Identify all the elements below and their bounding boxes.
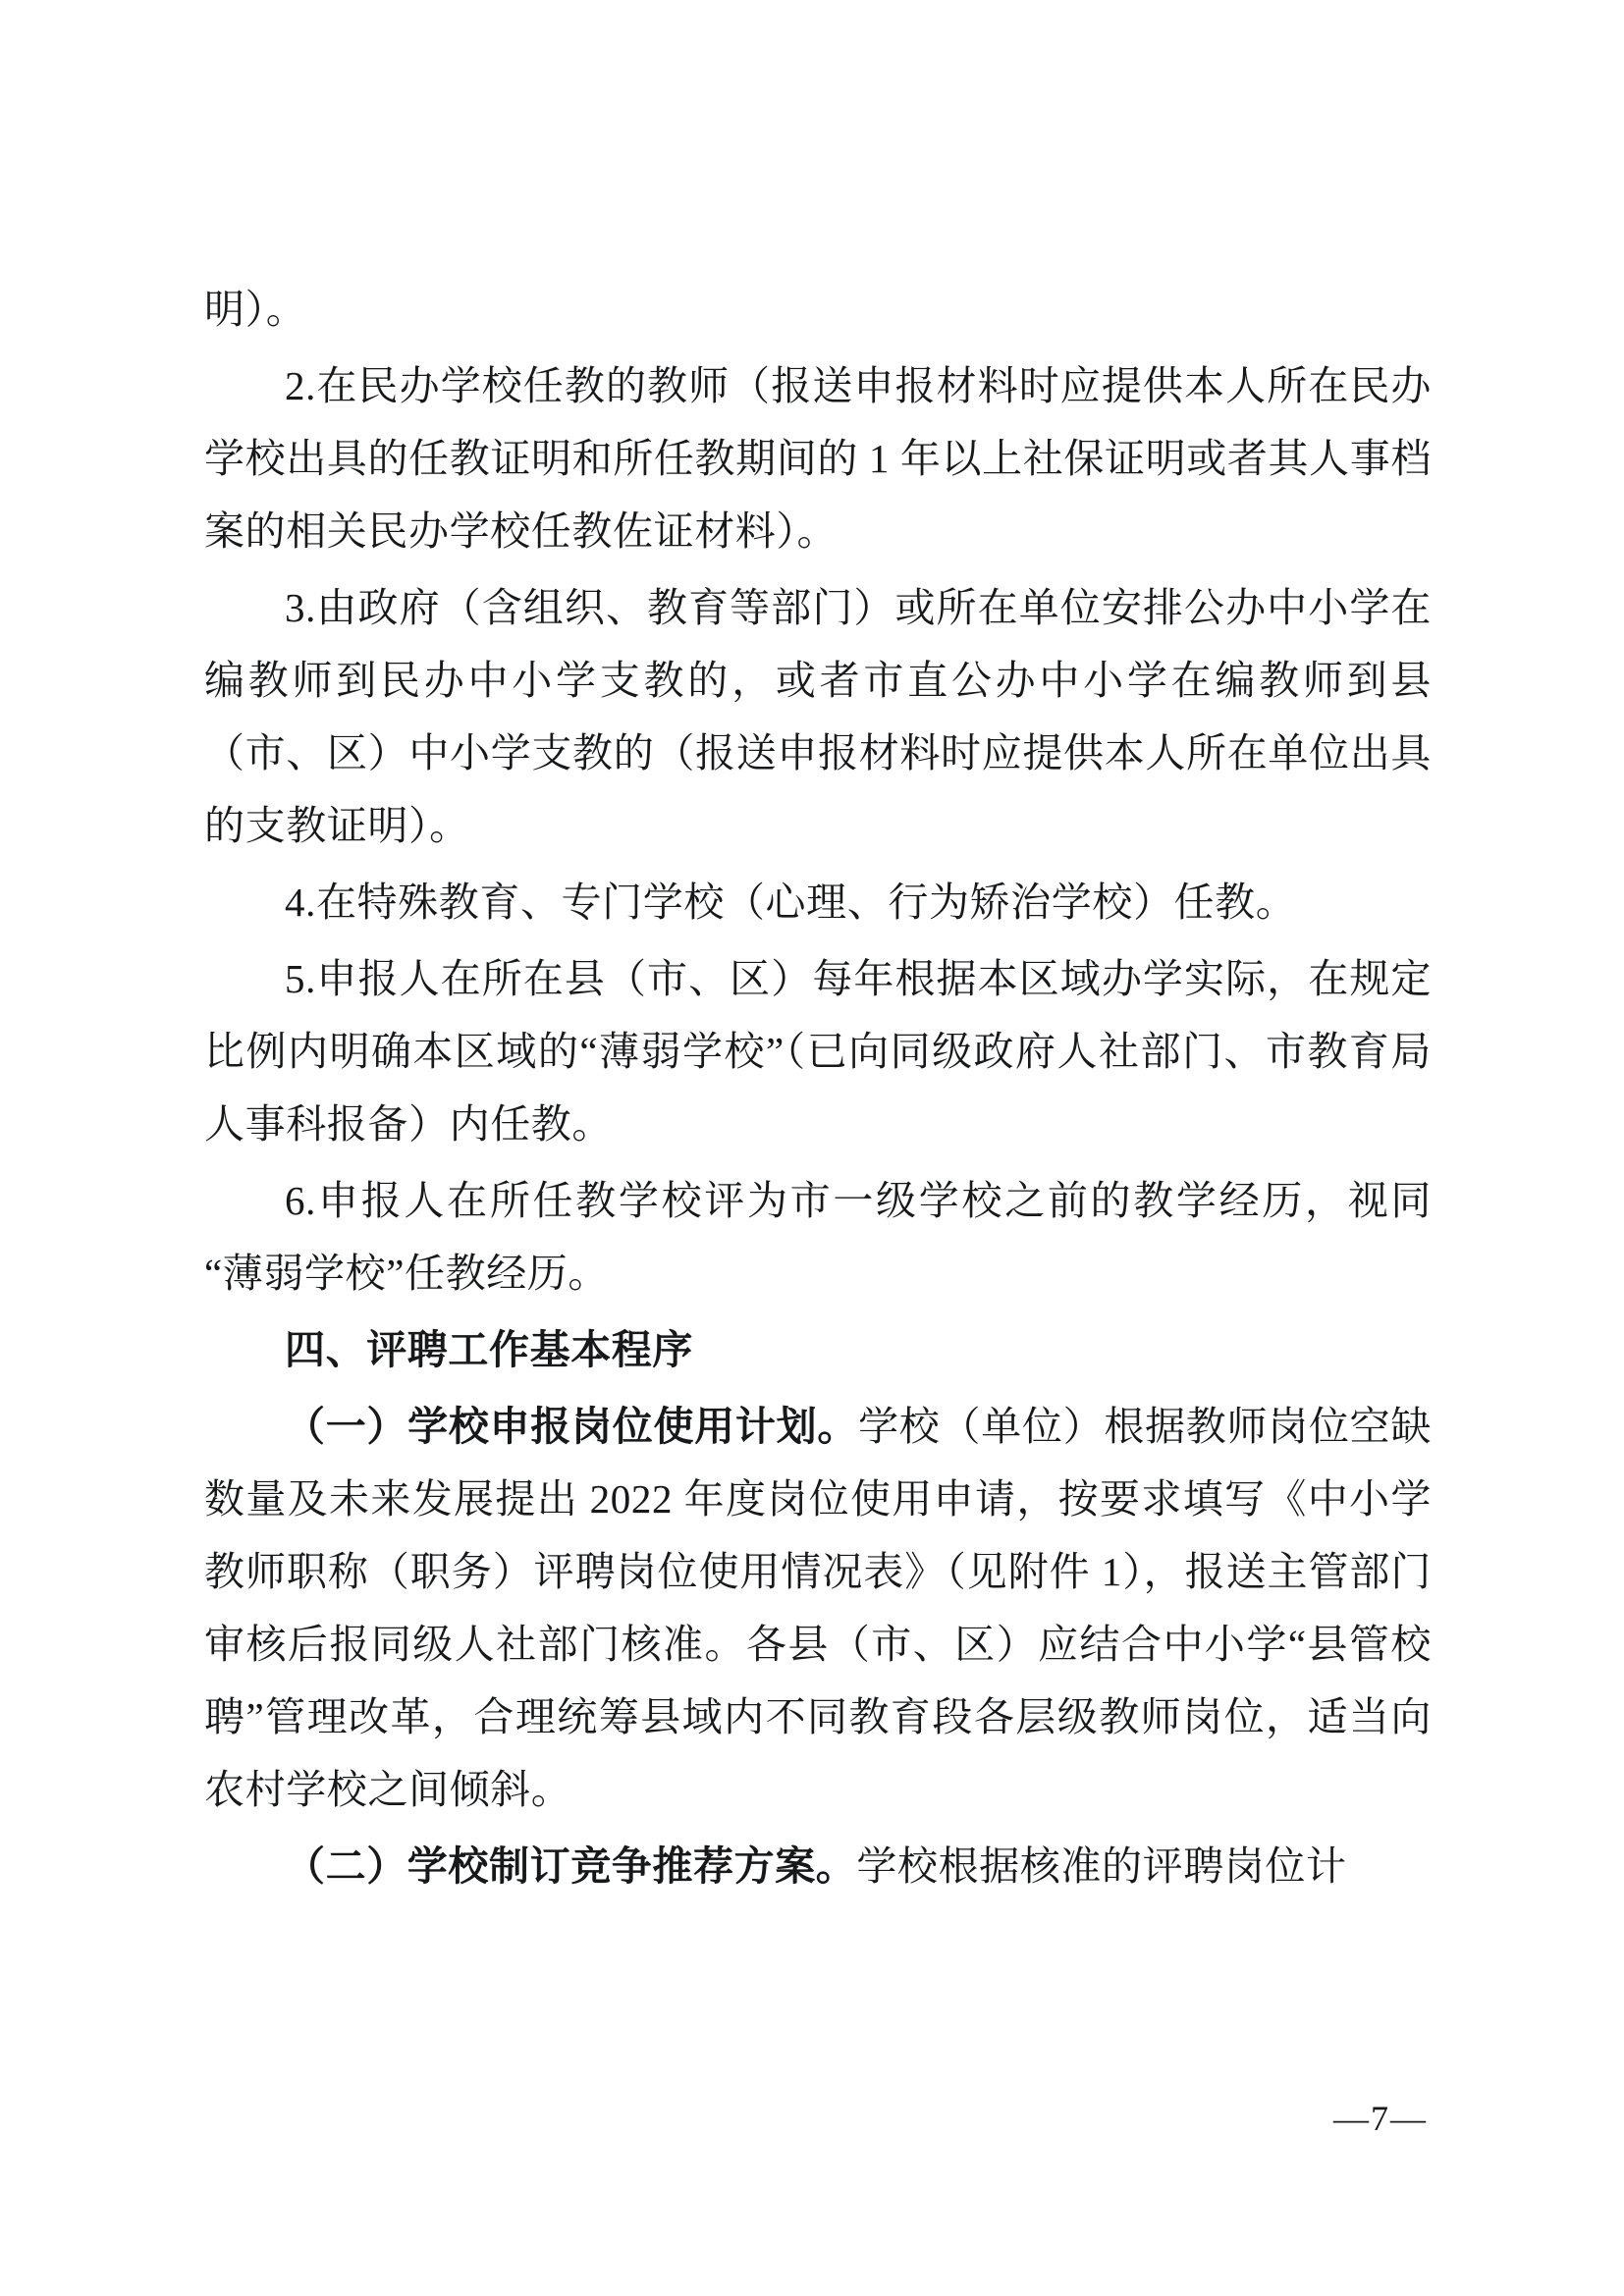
paragraph-item-one-text: 学校（单位）根据教师岗位空缺数量及未来发展提出 2022 年度岗位使用申请，按要求填写《中小学教师职称（职务）评聘岗位使用情况表》（见附件 1），报送主管部门审核后报同级人社部门核准。各县（市、区）应结合中小学“县管校聘”管理改革，合理统筹县域内不同教育段各层级教师岗位，适当向农村学校之间倾斜。 bbox=[204, 1404, 1432, 1812]
paragraph-item-3: 3.由政府（含组织、教育等部门）或所在单位安排公办中小学在编教师到民办中小学支教的，或者市直公办中小学在编教师到县（市、区）中小学支教的（报送申报材料时应提供本人所在单位出具的支教证明）。 bbox=[204, 585, 1432, 848]
paragraph-item-2: 2.在民办学校任教的教师（报送申报材料时应提供本人所在民办学校出具的任教证明和所任教期间的 1 年以上社保证明或者其人事档案的相关民办学校任教佐证材料）。 bbox=[204, 363, 1432, 554]
paragraph-item-one bbox=[204, 1390, 1432, 1826]
paragraph-continuation: 明）。 bbox=[204, 287, 307, 332]
paragraph-item-6: 6.申报人在所任教学校评为市一级学校之前的教学经历，视同 “薄弱学校”任教经历。 bbox=[204, 1178, 1432, 1296]
paragraph-item-two-text: 学校根据核准的评聘岗位计 bbox=[856, 1843, 1347, 1889]
section-heading-four: 四、评聘工作基本程序 bbox=[285, 1327, 693, 1372]
page-number: —7— bbox=[1333, 2099, 1428, 2138]
paragraph-item-5: 5.申报人在所在县（市、区）每年根据本区域办学实际，在规定比例内明确本区域的“薄弱学校”（已向同级政府人社部门、市教育局人事科报备）内任教。 bbox=[204, 956, 1432, 1147]
paragraph-item-two-lead: （二）学校制订竞争推荐方案。 bbox=[285, 1843, 857, 1889]
paragraph-item-4: 4.在特殊教育、专门学校（心理、行为矫治学校）任教。 bbox=[285, 880, 1297, 925]
paragraph-item-one-lead: （一）学校申报岗位使用计划。 bbox=[285, 1404, 859, 1449]
paragraph-item-two bbox=[204, 1830, 1432, 1902]
document-body bbox=[204, 273, 1432, 1906]
